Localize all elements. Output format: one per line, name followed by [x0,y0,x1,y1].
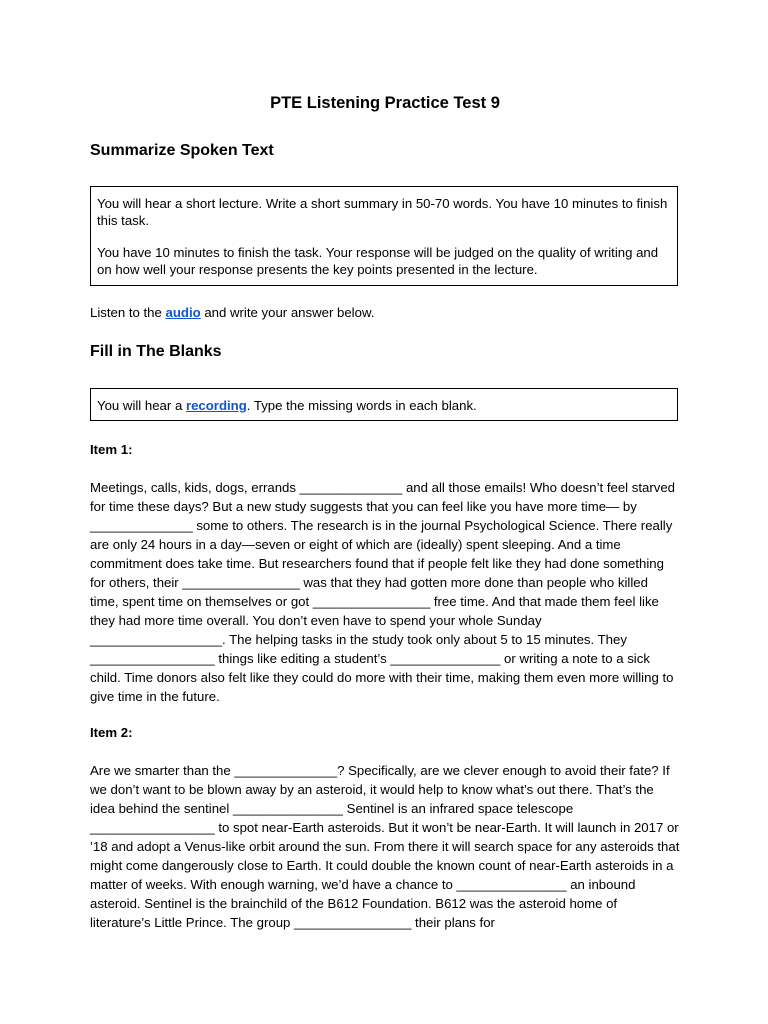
item-2-text: Are we smarter than the ______________? Specifically, are we clever enough to avoid their fate? If we don’t want to be blown away by an asteroid, it would help to know what’s out there. That’s the idea behind the sentinel _______________ Sentinel is an infrared space telescope _________________ to spot near-Earth asteroids. But it won’t be near-Earth. It will launch in 2017 or ’18 and adopt a Venus-like orbit around the sun. From there it will search space for any asteroids that might come dangerously close to Earth. It could double the known count of near-Earth asteroids in a matter of weeks. With enough warning, we’d have a chance to _______________ an inbound asteroid. Sentinel is the brainchild of the B612 Foundation. B612 was the asteroid home of literature’s Little Prince. The group ________________ their plans for [90,763,680,930]
section-heading-summarize: Summarize Spoken Text [90,142,274,159]
instructions-box-fill-blanks [90,388,678,421]
item-2-label: Item 2: [90,725,133,740]
instructions-text-1: You will hear a short lecture. Write a short summary in 50-70 words. You have 10 minutes to finish this task. [97,196,668,228]
section-heading-fill-blanks: Fill in The Blanks [90,343,222,360]
item-2-passage [90,761,680,932]
fib-text-before: You will hear a [97,398,186,413]
listen-text-before: Listen to the [90,305,166,320]
listen-text-after: and write your answer below. [200,305,375,320]
instructions-text-2: You have 10 minutes to finish the task. Your response will be judged on the quality of writing and on how well your response presents the key points presented in the lecture. [97,245,659,277]
page-title: PTE Listening Practice Test 9 [270,94,500,112]
item-1-passage [90,478,680,706]
audio-link[interactable]: audio [165,305,201,320]
item-1-text: Meetings, calls, kids, dogs, errands ______________ and all those emails! Who doesn’t feel starved for time these days? But a new study suggests that you can feel like you have more time— by ______________ some to others. The research is in the journal Psychological Science. There really are only 24 hours in a day—seven or eight of which are (ideally) spent sleeping. And a time commitment does take time. But researchers found that if people felt like they had done something for others, their ________________ was that they had gotten more done than people who killed time, spent time on themselves or got ________________ free time. And that made them feel like they had more time overall. You don’t even have to spend your whole Sunday __________________. The helping tasks in the study took only about 5 to 15 minutes. They _________________ things like editing a student’s _______________ or writing a note to a sick child. Time donors also felt like they could do more with their time, making them even more willing to give time in the future. [90,480,675,704]
listen-instruction [90,303,680,322]
recording-link[interactable]: recording [185,398,247,413]
fib-text-after: . Type the missing words in each blank. [246,398,477,413]
instructions-box-summarize [90,186,678,286]
item-1-label: Item 1: [90,442,133,457]
